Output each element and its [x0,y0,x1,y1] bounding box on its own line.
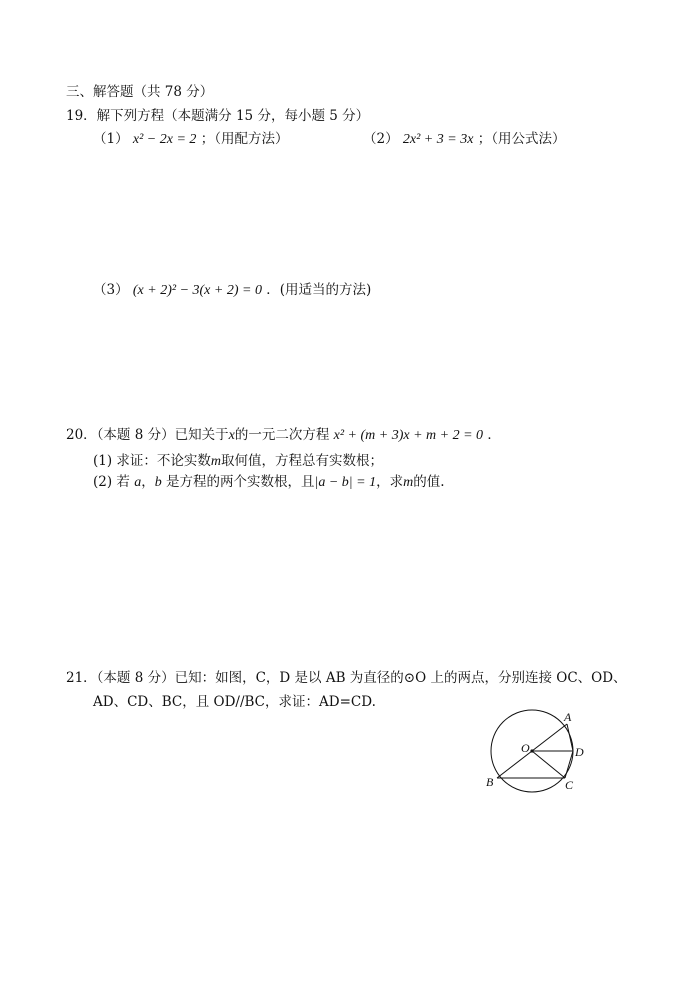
q19-part2 [363,130,565,149]
q20-stem-end: ． [487,427,501,443]
q20-number: 20． [66,427,97,443]
label-d: D [575,745,584,759]
segment-oc [532,751,565,778]
q20-part2-variable-m: m [403,475,414,490]
q20-part2-text-2: 是方程的两个实数根，且 [166,474,315,490]
q20-part1-variable-m: m [210,454,222,469]
q19-part2-method: ；（用公式法） [477,131,566,147]
q19-part3-number: （3） [93,282,129,298]
q20-part1-text-2: 取何值，方程总有实数根； [221,453,384,469]
q20-part1 [93,452,383,471]
q19-part2-number: （2） [363,131,399,147]
q20-part2-condition: |a − b| = 1 [314,475,377,490]
label-c: C [565,778,574,792]
q20-part1-number: (1) [93,453,113,469]
q20-part2-variable-a: a [134,475,142,490]
q20-variable-x: x [228,428,235,443]
q20-equation: x² + (m + 3)x + m + 2 = 0 [333,428,484,443]
q20-part2-text-4: 的值. [413,474,445,490]
q20-part1-text: 求证：不论实数 [116,453,211,469]
label-o: O [521,741,530,755]
q19-part1-number: （1） [93,131,129,147]
q19-part3-equation: (x + 2)² − 3(x + 2) = 0 [132,283,262,298]
q21-line2: AD、CD、BC，且 OD//BC，求证：AD=CD. [93,694,376,710]
q20-part2-variable-b: b [154,475,162,490]
label-b: B [486,775,494,789]
q19-part3-method: ．(用适当的方法) [266,282,372,298]
q20-stem-text: （本题 8 分）已知关于 [96,427,229,443]
q19-title: 19．解下列方程（本题满分 15 分，每小题 5 分） [66,108,370,124]
q19-part1-method: ；（用配方法） [200,131,289,147]
q19-part2-equation: 2x² + 3 = 3x [402,132,474,147]
q19-part1 [93,130,288,149]
q19-part1-equation: x² − 2x = 2 [132,132,197,147]
segment-cd [565,751,573,778]
q20-stem-text-2: 的一元二次方程 [234,427,330,443]
center-point-o [530,749,533,752]
circle-geometry-figure [480,708,590,796]
q20-stem [66,426,501,445]
q20-part2-text: 若 [116,474,130,490]
q21-line1: 21．（本题 8 分）已知：如图，C，D 是以 AB 为直径的⊙O 上的两点，分别连接 OC、OD、 [66,670,627,686]
q20-part2-text-3: ，求 [376,474,404,490]
q20-part2-number: (2) [93,474,113,490]
q19-part3 [93,281,371,300]
label-a: A [564,710,572,724]
q20-part2 [93,473,445,492]
section-heading: 三、解答题（共 78 分） [66,84,214,100]
q20-part2-comma: ， [141,474,155,490]
segment-ad [567,724,573,751]
